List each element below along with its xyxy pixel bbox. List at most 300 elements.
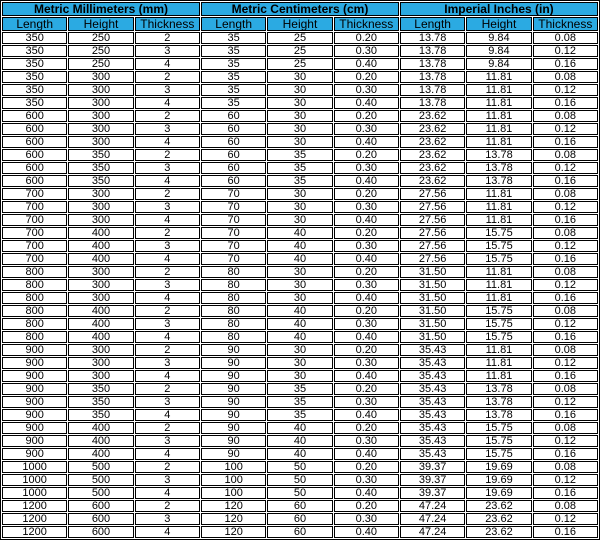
table-cell: 400 [68,227,133,239]
table-cell: 80 [201,318,266,330]
table-cell: 0.40 [334,370,399,382]
table-cell: 2 [135,266,200,278]
table-cell: 0.12 [533,201,598,213]
table-cell: 23.62 [400,110,465,122]
table-cell: 15.75 [466,253,531,265]
table-cell: 4 [135,331,200,343]
table-cell: 100 [201,487,266,499]
table-cell: 0.30 [334,357,399,369]
table-row [2,123,598,135]
table-cell: 0.16 [533,292,598,304]
table-cell: 350 [68,409,133,421]
table-cell: 1000 [2,487,67,499]
table-cell: 15.75 [466,448,531,460]
table-cell: 27.56 [400,188,465,200]
table-cell: 3 [135,201,200,213]
table-cell: 0.40 [334,175,399,187]
table-cell: 3 [135,513,200,525]
table-cell: 13.78 [400,32,465,44]
table-row [2,32,598,44]
table-cell: 11.81 [466,370,531,382]
table-cell: 11.81 [466,123,531,135]
table-cell: 50 [267,487,332,499]
table-cell: 3 [135,474,200,486]
table-cell: 80 [201,279,266,291]
table-cell: 120 [201,513,266,525]
table-cell: 0.30 [334,123,399,135]
column-header-mm-height: Height [68,17,133,31]
table-cell: 30 [267,214,332,226]
table-cell: 600 [2,123,67,135]
table-cell: 0.08 [533,227,598,239]
table-cell: 350 [2,97,67,109]
table-cell: 47.24 [400,526,465,538]
table-row [2,318,598,330]
table-cell: 4 [135,526,200,538]
table-cell: 0.08 [533,461,598,473]
table-cell: 13.78 [466,409,531,421]
table-cell: 3 [135,84,200,96]
table-cell: 11.81 [466,110,531,122]
table-cell: 13.78 [466,383,531,395]
table-cell: 3 [135,279,200,291]
table-cell: 500 [68,461,133,473]
table-cell: 39.37 [400,474,465,486]
table-cell: 40 [267,305,332,317]
table-cell: 3 [135,318,200,330]
table-cell: 0.16 [533,370,598,382]
table-body [2,32,598,538]
column-header-cm-thickness: Thickness [334,17,399,31]
table-cell: 80 [201,305,266,317]
table-cell: 2 [135,71,200,83]
table-cell: 0.30 [334,162,399,174]
table-cell: 0.20 [334,461,399,473]
table-cell: 0.08 [533,149,598,161]
table-cell: 0.40 [334,487,399,499]
table-cell: 70 [201,253,266,265]
table-cell: 900 [2,396,67,408]
table-row [2,383,598,395]
table-cell: 70 [201,240,266,252]
table-cell: 0.08 [533,32,598,44]
table-cell: 13.78 [466,162,531,174]
table-row [2,149,598,161]
table-cell: 0.20 [334,500,399,512]
table-cell: 0.20 [334,266,399,278]
table-cell: 90 [201,396,266,408]
table-cell: 300 [68,97,133,109]
table-cell: 23.62 [400,175,465,187]
table-cell: 11.81 [466,97,531,109]
table-cell: 300 [68,110,133,122]
table-cell: 40 [267,448,332,460]
table-cell: 35.43 [400,370,465,382]
table-cell: 0.30 [334,513,399,525]
table-cell: 0.12 [533,45,598,57]
table-cell: 30 [267,136,332,148]
table-cell: 35 [201,84,266,96]
table-cell: 60 [267,513,332,525]
table-cell: 300 [68,279,133,291]
table-cell: 900 [2,409,67,421]
section-header-row [2,2,598,16]
table-cell: 13.78 [400,97,465,109]
table-cell: 600 [2,162,67,174]
table-cell: 300 [68,201,133,213]
table-cell: 15.75 [466,331,531,343]
table-cell: 300 [68,123,133,135]
table-cell: 35 [201,58,266,70]
table-row [2,58,598,70]
table-cell: 0.30 [334,45,399,57]
table-cell: 800 [2,292,67,304]
table-cell: 3 [135,435,200,447]
table-cell: 0.16 [533,409,598,421]
table-cell: 0.40 [334,97,399,109]
table-cell: 31.50 [400,318,465,330]
table-cell: 13.78 [466,149,531,161]
table-row [2,201,598,213]
table-cell: 4 [135,370,200,382]
table-cell: 80 [201,266,266,278]
table-cell: 0.16 [533,331,598,343]
table-cell: 0.08 [533,344,598,356]
table-cell: 30 [267,188,332,200]
table-cell: 0.16 [533,214,598,226]
table-cell: 40 [267,318,332,330]
table-cell: 350 [2,45,67,57]
table-row [2,266,598,278]
table-cell: 4 [135,448,200,460]
table-cell: 300 [68,84,133,96]
table-cell: 40 [267,253,332,265]
table-cell: 15.75 [466,435,531,447]
table-cell: 0.08 [533,188,598,200]
table-cell: 60 [201,175,266,187]
table-cell: 900 [2,383,67,395]
table-cell: 250 [68,32,133,44]
table-cell: 4 [135,409,200,421]
table-cell: 23.62 [466,526,531,538]
table-cell: 350 [2,84,67,96]
table-cell: 35 [201,45,266,57]
table-cell: 13.78 [400,84,465,96]
table-row [2,253,598,265]
table-row [2,370,598,382]
table-cell: 40 [267,240,332,252]
table-cell: 35.43 [400,448,465,460]
table-row [2,97,598,109]
table-cell: 23.62 [466,513,531,525]
table-cell: 120 [201,500,266,512]
table-cell: 30 [267,344,332,356]
table-cell: 0.20 [334,383,399,395]
table-cell: 3 [135,240,200,252]
table-cell: 80 [201,292,266,304]
table-cell: 23.62 [400,162,465,174]
table-cell: 0.20 [334,110,399,122]
table-cell: 0.08 [533,305,598,317]
table-row [2,188,598,200]
table-cell: 60 [201,149,266,161]
table-cell: 27.56 [400,240,465,252]
table-cell: 900 [2,435,67,447]
table-cell: 350 [68,162,133,174]
table-cell: 1200 [2,526,67,538]
table-cell: 400 [68,422,133,434]
table-row [2,409,598,421]
table-row [2,344,598,356]
table-cell: 0.16 [533,58,598,70]
table-row [2,227,598,239]
table-cell: 0.12 [533,513,598,525]
table-row [2,240,598,252]
table-cell: 11.81 [466,136,531,148]
table-cell: 11.81 [466,201,531,213]
table-cell: 4 [135,214,200,226]
table-cell: 11.81 [466,292,531,304]
table-cell: 19.69 [466,474,531,486]
table-cell: 0.12 [533,84,598,96]
table-cell: 25 [267,32,332,44]
table-cell: 25 [267,45,332,57]
table-cell: 0.40 [334,409,399,421]
table-cell: 60 [201,136,266,148]
table-cell: 90 [201,422,266,434]
table-cell: 350 [68,149,133,161]
table-cell: 0.30 [334,84,399,96]
table-cell: 27.56 [400,253,465,265]
table-cell: 900 [2,357,67,369]
table-cell: 400 [68,240,133,252]
table-cell: 11.81 [466,188,531,200]
table-row [2,45,598,57]
table-cell: 0.40 [334,58,399,70]
table-cell: 15.75 [466,240,531,252]
table-cell: 13.78 [400,71,465,83]
table-cell: 600 [68,526,133,538]
table-cell: 35.43 [400,383,465,395]
table-cell: 0.20 [334,344,399,356]
table-cell: 900 [2,370,67,382]
table-cell: 15.75 [466,305,531,317]
table-cell: 2 [135,383,200,395]
table-cell: 0.16 [533,526,598,538]
table-cell: 400 [68,448,133,460]
table-cell: 3 [135,123,200,135]
table-cell: 0.12 [533,240,598,252]
table-cell: 39.37 [400,461,465,473]
table-cell: 100 [201,461,266,473]
table-cell: 3 [135,357,200,369]
table-cell: 11.81 [466,279,531,291]
table-row [2,474,598,486]
section-header-metric-millimeters: Metric Millimeters (mm) [2,2,200,16]
table-cell: 600 [2,175,67,187]
table-row [2,305,598,317]
table-cell: 0.20 [334,32,399,44]
table-cell: 0.30 [334,396,399,408]
table-cell: 35 [267,149,332,161]
table-cell: 800 [2,305,67,317]
table-cell: 11.81 [466,71,531,83]
table-row [2,175,598,187]
table-cell: 13.78 [400,45,465,57]
column-header-row [2,17,598,31]
section-header-metric-centimeters: Metric Centimeters (cm) [201,2,399,16]
table-cell: 800 [2,318,67,330]
table-cell: 0.20 [334,71,399,83]
table-cell: 0.12 [533,357,598,369]
table-cell: 13.78 [400,58,465,70]
table-cell: 3 [135,396,200,408]
table-cell: 90 [201,344,266,356]
table-cell: 0.30 [334,318,399,330]
table-cell: 15.75 [466,227,531,239]
table-cell: 4 [135,175,200,187]
column-header-cm-length: Length [201,17,266,31]
table-cell: 0.20 [334,422,399,434]
table-cell: 0.16 [533,136,598,148]
column-header-mm-thickness: Thickness [135,17,200,31]
table-cell: 0.08 [533,500,598,512]
table-cell: 30 [267,279,332,291]
table-cell: 100 [201,474,266,486]
table-cell: 400 [68,435,133,447]
table-cell: 90 [201,383,266,395]
table-cell: 30 [267,71,332,83]
table-cell: 0.40 [334,331,399,343]
table-cell: 60 [201,162,266,174]
table-cell: 0.08 [533,383,598,395]
table-cell: 0.40 [334,526,399,538]
table-cell: 90 [201,370,266,382]
table-cell: 35.43 [400,396,465,408]
table-row [2,487,598,499]
table-cell: 350 [2,32,67,44]
table-cell: 300 [68,136,133,148]
table-cell: 35 [267,383,332,395]
table-cell: 2 [135,188,200,200]
table-cell: 0.16 [533,487,598,499]
table-cell: 0.20 [334,149,399,161]
table-cell: 900 [2,422,67,434]
table-cell: 250 [68,45,133,57]
table-cell: 30 [267,110,332,122]
table-cell: 60 [201,123,266,135]
table-cell: 0.40 [334,253,399,265]
table-cell: 300 [68,188,133,200]
table-cell: 39.37 [400,487,465,499]
table-cell: 1000 [2,461,67,473]
table-row [2,513,598,525]
table-cell: 70 [201,201,266,213]
table-cell: 50 [267,474,332,486]
table-cell: 35.43 [400,357,465,369]
table-cell: 0.12 [533,318,598,330]
table-cell: 400 [68,305,133,317]
table-cell: 0.40 [334,214,399,226]
table-cell: 15.75 [466,422,531,434]
table-cell: 0.16 [533,448,598,460]
table-row [2,422,598,434]
table-cell: 300 [68,357,133,369]
table-cell: 4 [135,97,200,109]
table-cell: 30 [267,266,332,278]
table-cell: 47.24 [400,513,465,525]
table-cell: 35 [267,396,332,408]
table-cell: 0.30 [334,435,399,447]
table-cell: 60 [267,526,332,538]
table-cell: 1200 [2,513,67,525]
table-cell: 30 [267,357,332,369]
table-cell: 600 [2,149,67,161]
table-cell: 31.50 [400,305,465,317]
table-row [2,448,598,460]
table-cell: 4 [135,292,200,304]
table-cell: 35.43 [400,422,465,434]
table-cell: 800 [2,331,67,343]
table-cell: 60 [201,110,266,122]
table-cell: 11.81 [466,266,531,278]
table-cell: 35.43 [400,409,465,421]
table-cell: 2 [135,344,200,356]
column-header-mm-length: Length [2,17,67,31]
table-cell: 13.78 [466,175,531,187]
table-cell: 70 [201,227,266,239]
table-cell: 13.78 [466,396,531,408]
table-cell: 700 [2,253,67,265]
table-cell: 15.75 [466,318,531,330]
table-cell: 0.16 [533,97,598,109]
table-cell: 700 [2,240,67,252]
column-header-in-height: Height [466,17,531,31]
table-cell: 30 [267,84,332,96]
table-cell: 900 [2,448,67,460]
column-header-cm-height: Height [267,17,332,31]
table-cell: 35 [267,409,332,421]
column-header-in-length: Length [400,17,465,31]
table-cell: 800 [2,279,67,291]
table-cell: 4 [135,253,200,265]
table-cell: 23.62 [400,123,465,135]
table-cell: 30 [267,97,332,109]
table-cell: 0.12 [533,279,598,291]
table-cell: 0.16 [533,175,598,187]
table-cell: 0.40 [334,136,399,148]
table-cell: 0.08 [533,71,598,83]
table-cell: 350 [2,71,67,83]
table-cell: 700 [2,227,67,239]
table-cell: 40 [267,435,332,447]
table-cell: 0.20 [334,227,399,239]
column-header-in-thickness: Thickness [533,17,598,31]
table-cell: 300 [68,370,133,382]
table-cell: 600 [2,110,67,122]
table-cell: 0.40 [334,292,399,304]
table-cell: 4 [135,58,200,70]
table-cell: 25 [267,58,332,70]
table-row [2,71,598,83]
table-cell: 700 [2,214,67,226]
table-cell: 2 [135,227,200,239]
table-cell: 27.56 [400,227,465,239]
table-cell: 11.81 [466,357,531,369]
table-cell: 2 [135,110,200,122]
table-cell: 0.12 [533,474,598,486]
table-cell: 30 [267,123,332,135]
